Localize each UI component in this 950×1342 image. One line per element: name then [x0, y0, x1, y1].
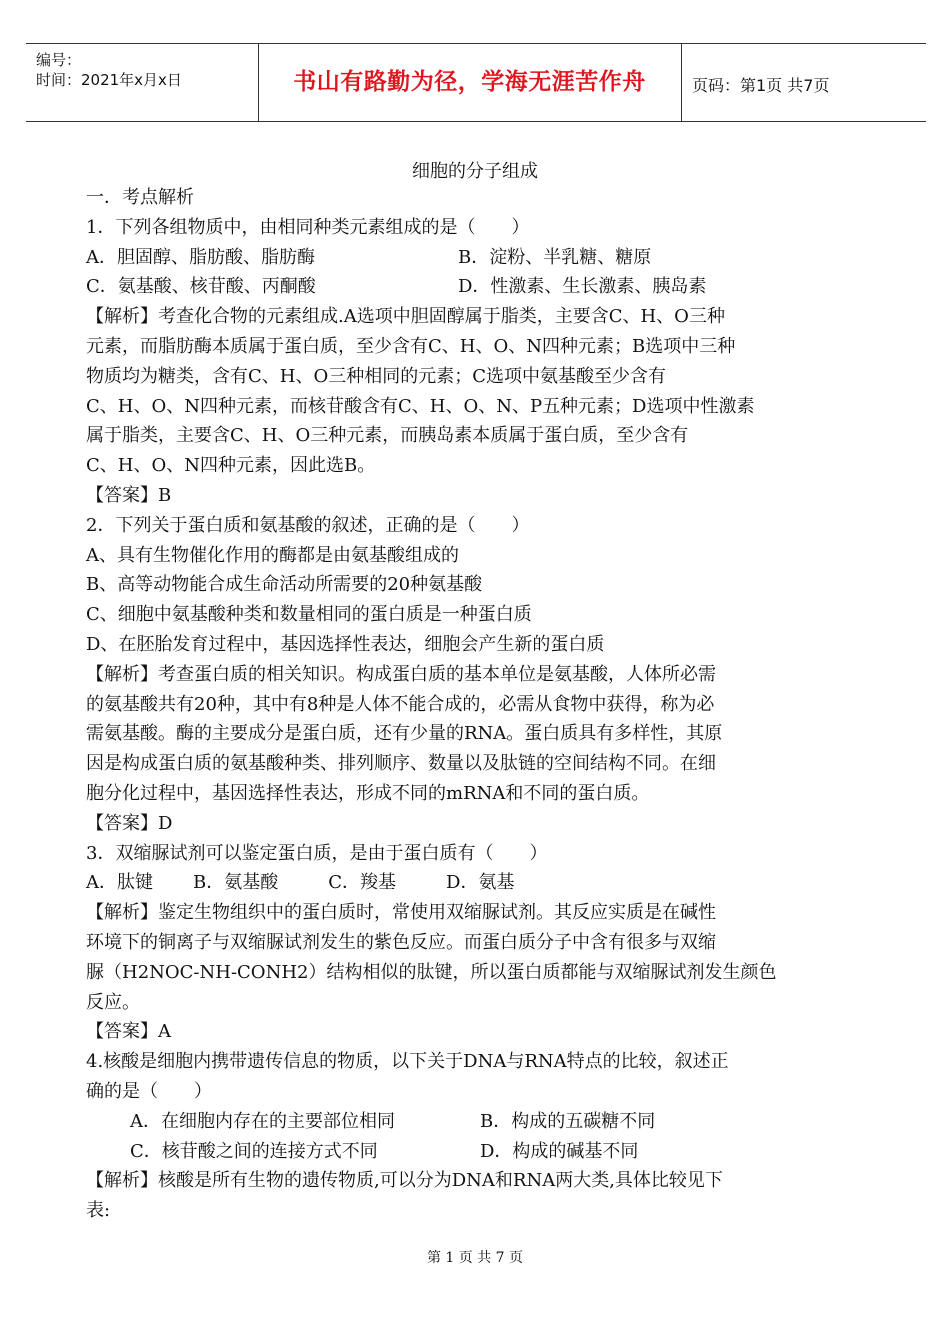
header-page-info: 页码：第1页 共7页	[692, 76, 830, 95]
q2-analysis-line: 因是构成蛋白质的氨基酸种类、排列顺序、数量以及肽链的空间结构不同。在细	[86, 753, 716, 775]
question-4-options-row-1	[86, 1107, 866, 1137]
code-label: 编号：	[36, 51, 82, 69]
header-motto: 书山有路勤为径，学海无涯苦作舟	[293, 69, 646, 95]
question-1-stem: 1．下列各组物质中，由相同种类元素组成的是（ ）	[86, 216, 530, 238]
q1-analysis-line: 元素，而脂肪酶本质属于蛋白质，至少含有C、H、O、N四种元素；B选项中三种	[86, 335, 736, 357]
q2-option-b: B、高等动物能合成生命活动所需要的20种氨基酸	[86, 574, 483, 596]
q2-option-c: C、细胞中氨基酸种类和数量相同的蛋白质是一种蛋白质	[86, 604, 532, 626]
q2-analysis-line: 胞分化过程中，基因选择性表达，形成不同的mRNA和不同的蛋白质。	[86, 782, 650, 804]
question-3-options-row	[86, 868, 866, 898]
q2-answer: 【答案】D	[86, 812, 173, 834]
q3-analysis-line: 环境下的铜离子与双缩脲试剂发生的紫色反应。而蛋白质分子中含有很多与双缩	[86, 931, 716, 953]
q2-option-a: A、具有生物催化作用的酶都是由氨基酸组成的	[86, 544, 459, 566]
q4-option-c: C．核苷酸之间的连接方式不同	[130, 1140, 378, 1162]
q3-answer: 【答案】A	[86, 1021, 171, 1043]
question-4-stem-line-1: 4.核酸是细胞内携带遗传信息的物质，以下关于DNA与RNA特点的比较，叙述正	[86, 1051, 729, 1073]
q4-option-d: D．构成的碱基不同	[480, 1140, 639, 1162]
question-1-options-row-2	[86, 272, 866, 302]
question-2-stem: 2．下列关于蛋白质和氨基酸的叙述，正确的是（ ）	[86, 514, 530, 536]
question-4-options-row-2	[86, 1137, 866, 1167]
question-4-stem-line-2: 确的是（ ）	[86, 1080, 212, 1102]
q1-analysis-line: C、H、O、N四种元素，因此选B。	[86, 455, 376, 477]
q3-analysis-line: 脲（H2NOC-NH-CONH2）结构相似的肽键，所以蛋白质都能与双缩脲试剂发生颜色	[86, 961, 777, 983]
q1-option-b: B．淀粉、半乳糖、糖原	[458, 246, 652, 268]
q3-option-b: B．氨基酸	[193, 872, 279, 894]
page-footer: 第 1 页 共 7 页	[426, 1250, 524, 1266]
q1-analysis-line: C、H、O、N四种元素，而核苷酸含有C、H、O、N、P五种元素；D选项中性激素	[86, 395, 755, 417]
q4-analysis-line: 【解析】核酸是所有生物的遗传物质,可以分为DNA和RNA两大类,具体比较见下	[86, 1170, 723, 1192]
document-body	[86, 183, 866, 1226]
header-divider-right	[681, 43, 682, 121]
section-heading: 一．考点解析	[86, 187, 194, 208]
question-1-options-row-1	[86, 243, 866, 273]
q2-option-d: D、在胚胎发育过程中，基因选择性表达，细胞会产生新的蛋白质	[86, 633, 605, 655]
q2-analysis-line: 【解析】考查蛋白质的相关知识。构成蛋白质的基本单位是氨基酸，人体所必需	[86, 663, 716, 685]
q1-answer: 【答案】B	[86, 484, 172, 506]
q1-analysis-line: 属于脂类，主要含C、H、O三种元素，而胰岛素本质属于蛋白质，至少含有	[86, 425, 689, 447]
q1-option-d: D．性激素、生长激素、胰岛素	[458, 276, 707, 298]
q2-analysis-line: 的氨基酸共有20种，其中有8种是人体不能合成的，必需从食物中获得，称为必	[86, 693, 715, 715]
q4-option-a: A．在细胞内存在的主要部位相同	[130, 1110, 395, 1132]
q4-option-b: B．构成的五碳糖不同	[480, 1110, 656, 1132]
question-3-stem: 3．双缩脲试剂可以鉴定蛋白质，是由于蛋白质有（ ）	[86, 842, 548, 864]
q1-option-c: C．氨基酸、核苷酸、丙酮酸	[86, 276, 316, 298]
q4-analysis-line: 表:	[86, 1200, 111, 1222]
q3-option-a: A．肽键	[86, 872, 153, 894]
header-top-rule	[26, 43, 926, 44]
document-title: 细胞的分子组成	[412, 161, 538, 182]
q3-analysis-line: 反应。	[86, 991, 140, 1013]
q3-option-c: C．羧基	[328, 872, 397, 894]
q2-analysis-line: 需氨基酸。酶的主要成分是蛋白质，还有少量的RNA。蛋白质具有多样性，其原	[86, 723, 723, 745]
q3-analysis-line: 【解析】鉴定生物组织中的蛋白质时，常使用双缩脲试剂。其反应实质是在碱性	[86, 902, 716, 924]
q3-option-d: D．氨基	[446, 872, 515, 894]
time-label: 时间：2021年x月x日	[36, 71, 182, 89]
q1-option-a: A．胆固醇、脂肪酸、脂肪酶	[86, 246, 315, 268]
q1-analysis-line: 物质均为糖类，含有C、H、O三种相同的元素；C选项中氨基酸至少含有	[86, 365, 666, 387]
q1-analysis-line: 【解析】考查化合物的元素组成.A选项中胆固醇属于脂类，主要含C、H、O三种	[86, 306, 725, 328]
header-bottom-rule	[26, 121, 926, 122]
header-meta	[36, 50, 182, 90]
